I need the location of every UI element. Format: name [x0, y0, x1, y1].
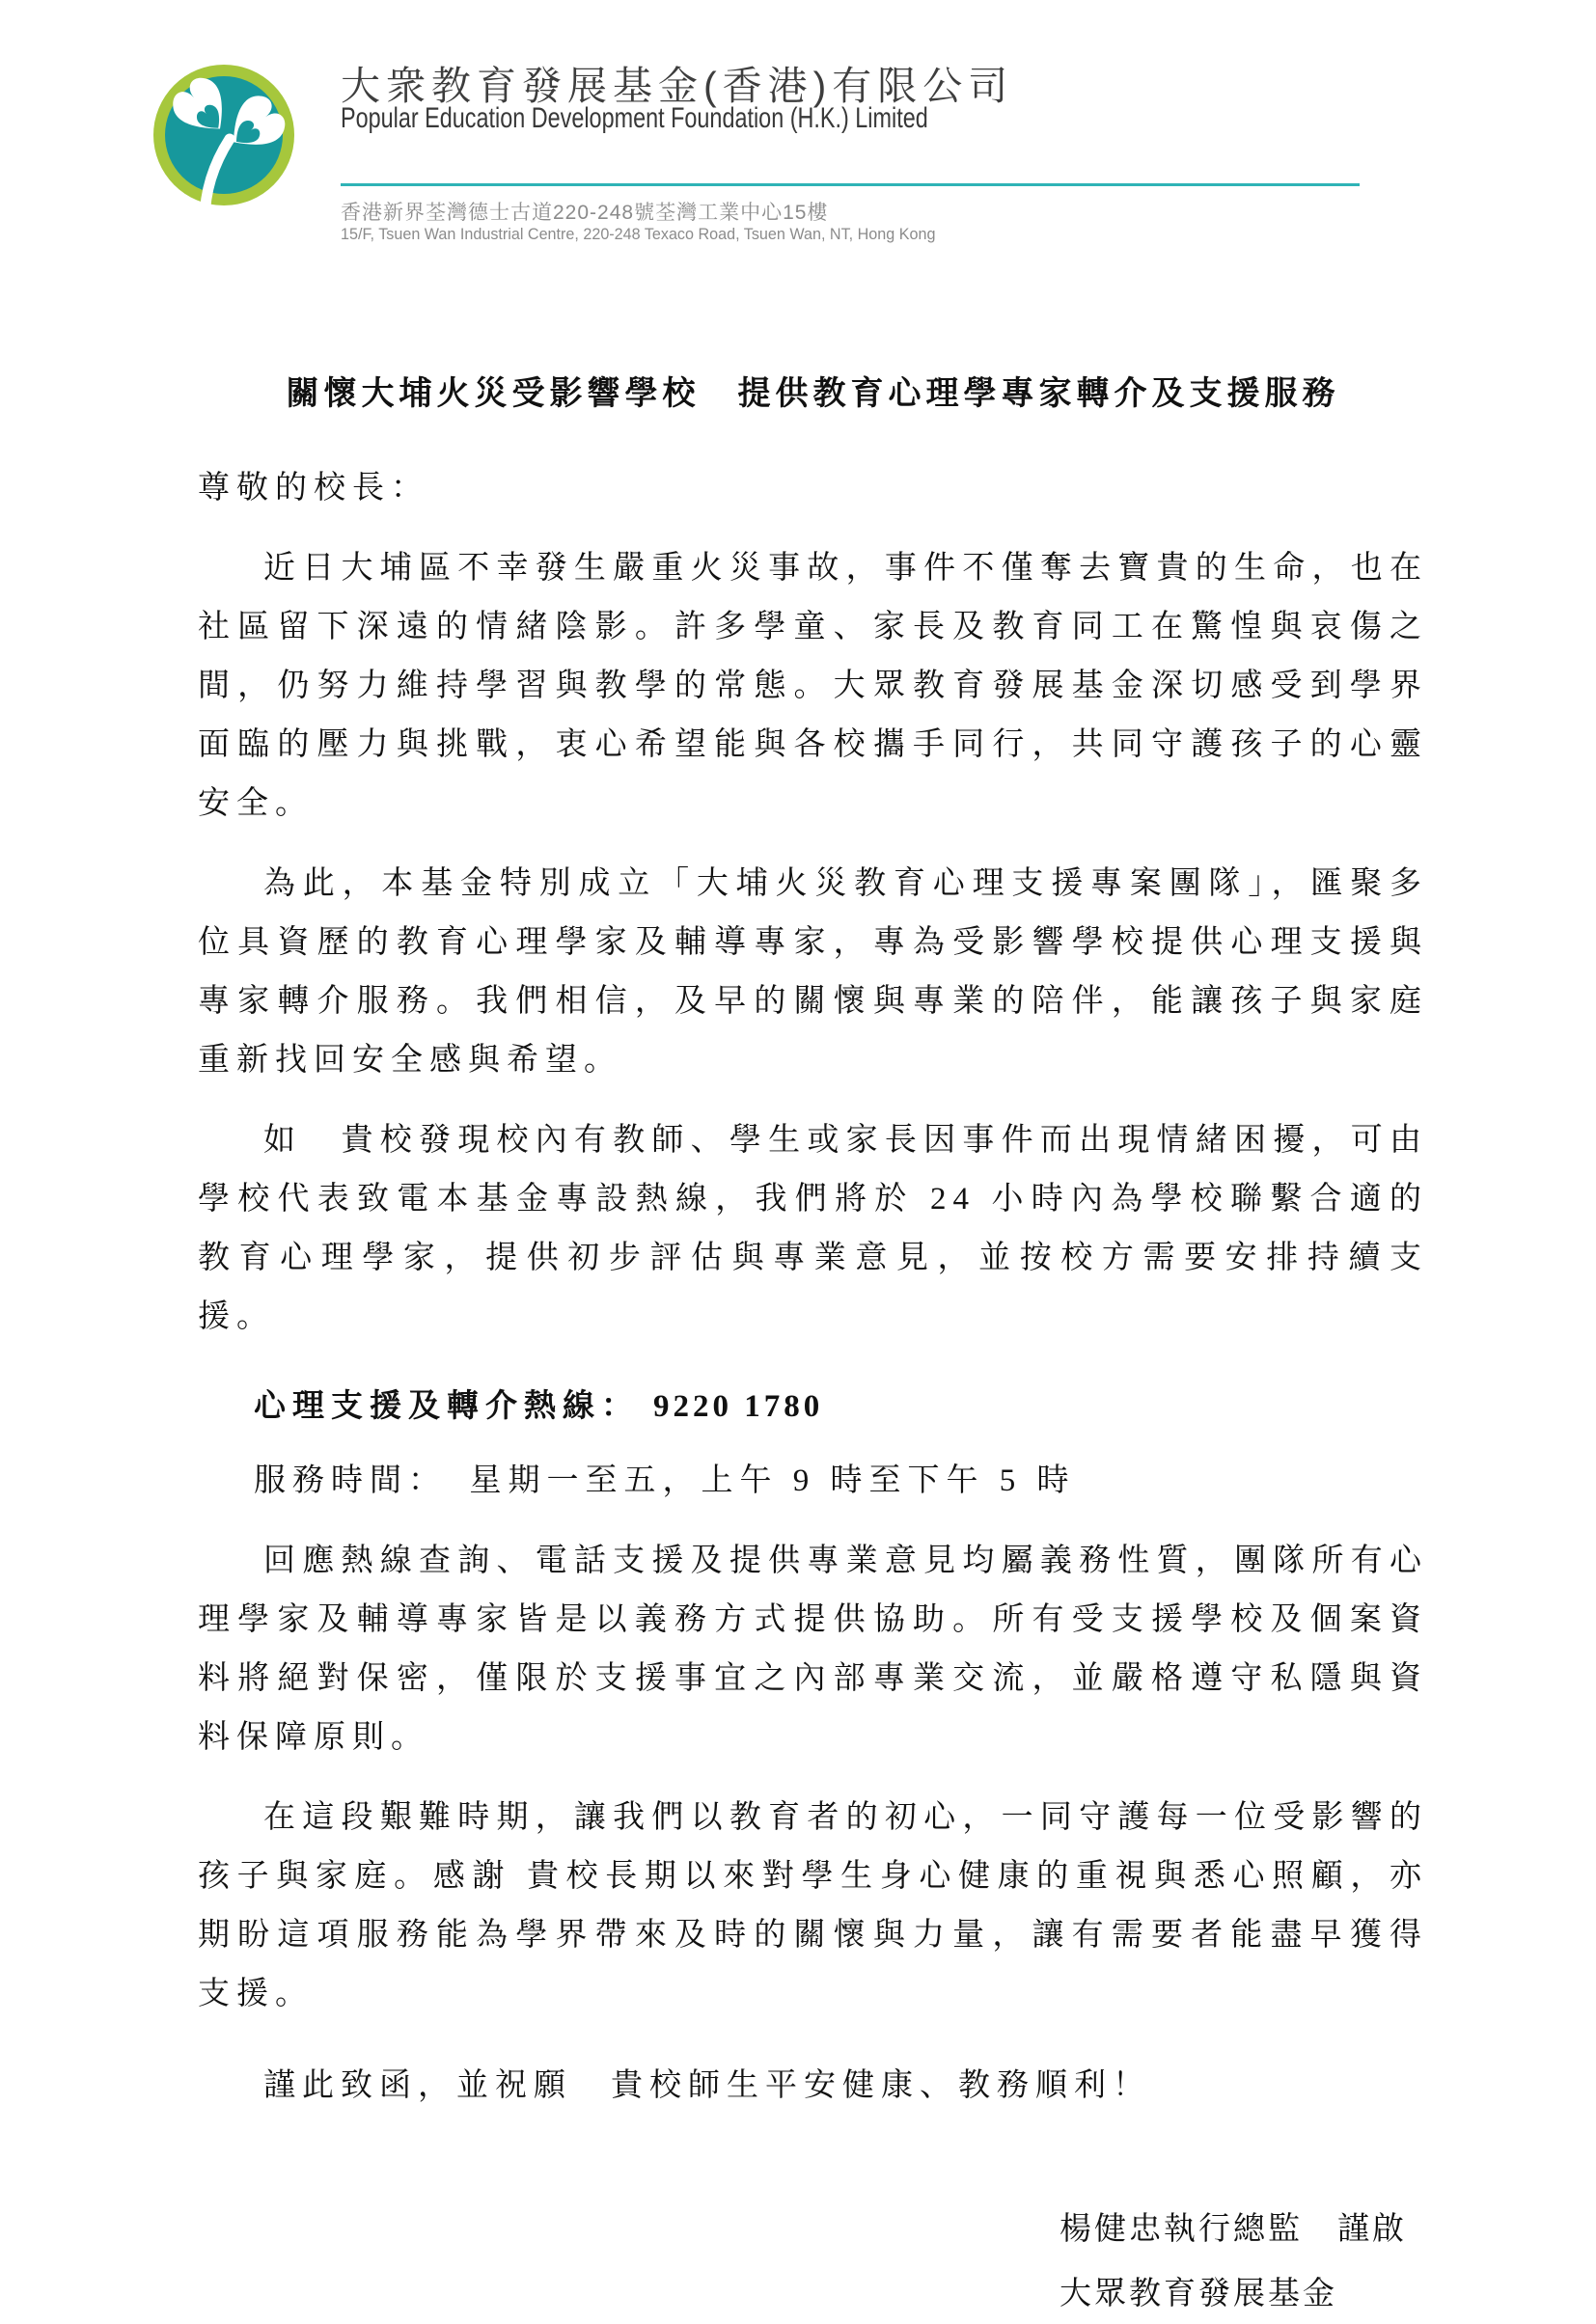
address-en: 15/F, Tsuen Wan Industrial Centre, 220-248 Texaco Road, Tsuen Wan, NT, Hong Kong	[341, 225, 936, 243]
letterhead-divider	[341, 183, 1360, 186]
letter-title: 關懷大埔火災受影響學校 提供教育心理學專家轉介及支援服務	[286, 376, 1340, 412]
paragraph-2: 為此，本基金特別成立「大埔火災教育心理支援專案團隊」，匯聚多位具資歷的教育心理學家及輔導專家，專為受影響學校提供心理支援與專家轉介服務。我們相信，及早的關懷與專業的陪伴，能讓孩子與家庭重新找回安全感與希望。	[198, 866, 1428, 1078]
signature-organization: 大眾教育發展基金	[1059, 2277, 1337, 2311]
paragraph-4: 回應熱線查詢、電話支援及提供專業意見均屬義務性質，團隊所有心理學家及輔導專家皆是以義務方式提供協助。所有受支援學校及個案資料將絕對保密，僅限於支援事宜之內部專業交流，並嚴格遵守私隱與資料保障原則。	[198, 1544, 1428, 1755]
paragraph-1: 近日大埔區不幸發生嚴重火災事故，事件不僅奪去寶貴的生命，也在社區留下深遠的情緒陰影。許多學童、家長及教育同工在驚惶與哀傷之間，仍努力維持學習與教學的常態。大眾教育發展基金深切感受到學界面臨的壓力與挑戰，衷心希望能與各校攜手同行，共同守護孩子的心靈安全。	[198, 551, 1428, 821]
closing-line: 謹此致函，並祝願 貴校師生平安健康、教務順利！	[263, 2068, 1151, 2103]
company-name-en: Popular Education Development Foundation (H.K.) Limited	[341, 102, 928, 134]
hotline-line	[198, 1378, 1428, 1436]
company-name-zh: 大衆教育發展基金(香港)有限公司	[341, 64, 1014, 108]
paragraph-5: 在這段艱難時期，讓我們以教育者的初心，一同守護每一位受影響的孩子與家庭。感謝 貴校長期以來對學生身心健康的重視與悉心照顧，亦期盼這項服務能為學界帶來及時的關懷與力量，讓有需要者能盡早獲得支援。	[198, 1800, 1428, 2011]
hotline-number: 9220 1780	[653, 1389, 824, 1424]
signature-block	[198, 2201, 1428, 2324]
paragraph-3: 如 貴校發現校內有教師、學生或家長因事件而出現情緒困擾，可由學校代表致電本基金專設熱線，我們將於 24 小時內為學校聯繫合適的教育心理學家，提供初步評估與專業意見，並按校方需要安排持續支援。	[198, 1123, 1428, 1334]
foundation-logo-clover-icon	[143, 58, 305, 251]
letter-body	[198, 365, 1428, 2324]
service-hours: 服務時間： 星期一至五，上午 9 時至下午 5 時	[254, 1463, 1076, 1498]
signature-name-title: 楊健忠執行總監 謹啟	[1059, 2212, 1407, 2247]
address-zh: 香港新界荃灣德士古道220-248號荃灣工業中心15樓	[341, 202, 829, 224]
hotline-label: 心理支援及轉介熱線：	[254, 1389, 640, 1424]
salutation: 尊敬的校長：	[198, 471, 429, 506]
